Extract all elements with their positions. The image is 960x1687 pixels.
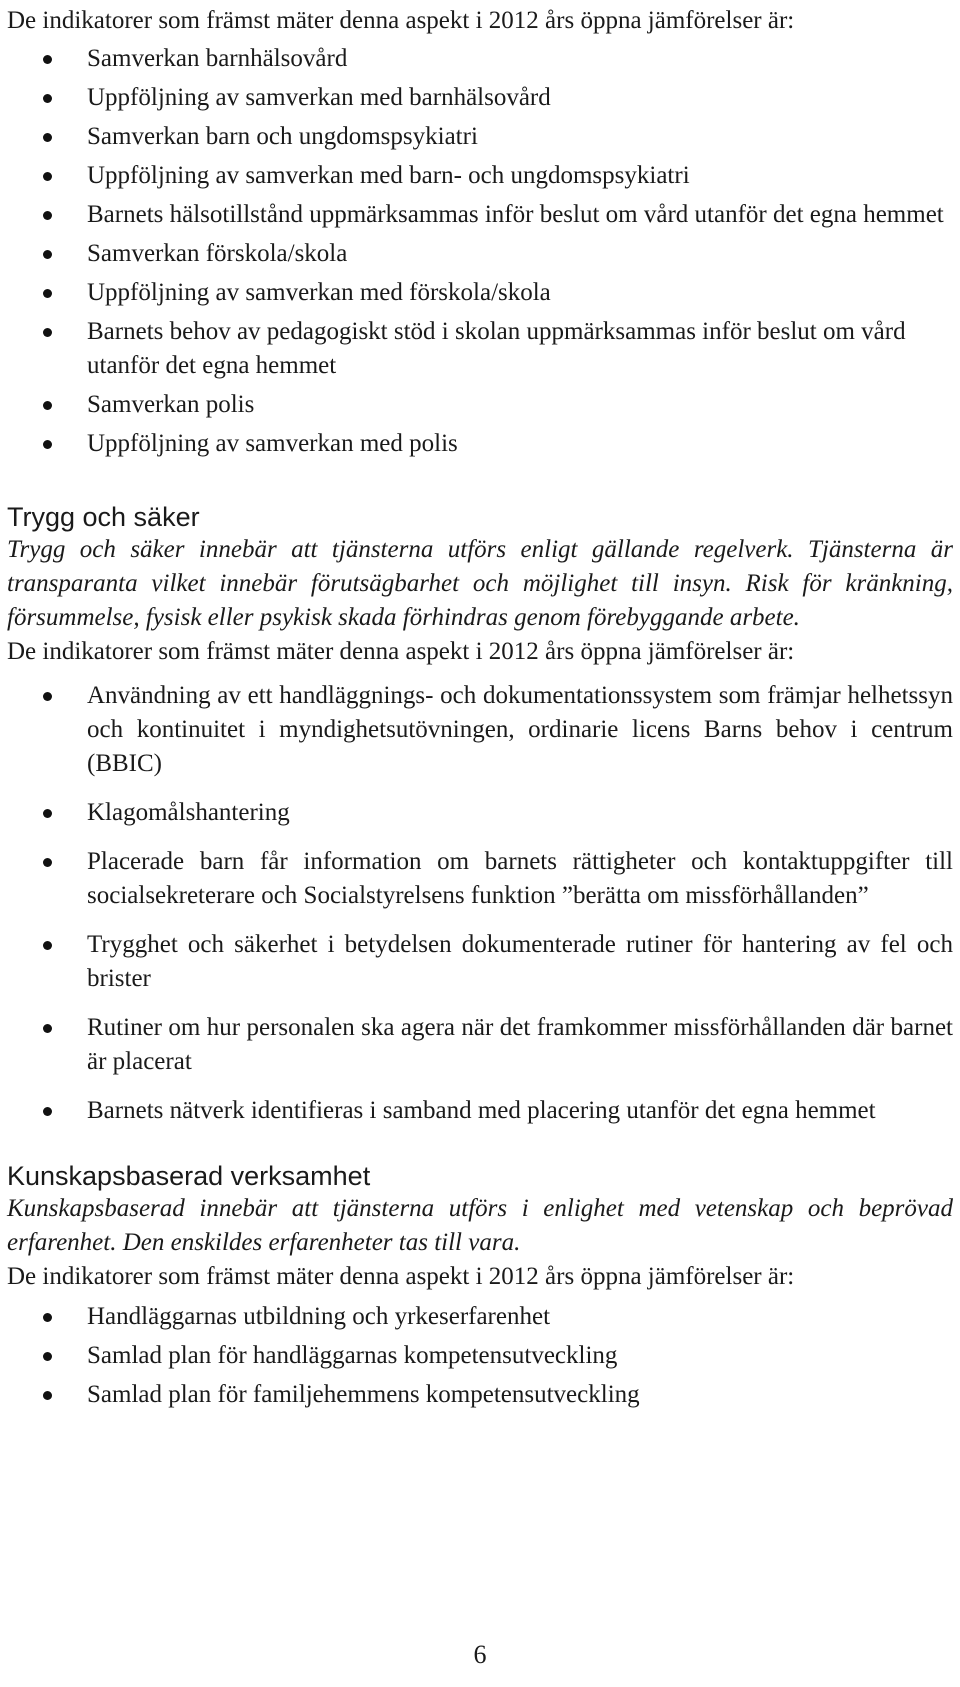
- section2-indicator-list: [7, 679, 953, 1128]
- bullet-icon: [43, 133, 52, 142]
- list-item: Barnets nätverk identifieras i samband med placering utanför det egna hemmet: [7, 1094, 953, 1128]
- section1-intro: De indikatorer som främst mäter denna aspekt i 2012 års öppna jämförelser är:: [7, 7, 795, 34]
- section1-indicator-list: [7, 42, 953, 461]
- bullet-icon: [43, 289, 52, 298]
- bullet-icon: [43, 1313, 52, 1322]
- bullet-icon: [43, 250, 52, 259]
- list-item: Barnets behov av pedagogiskt stöd i skolan uppmärksammas inför beslut om vård utanför det egna hemmet: [7, 315, 953, 383]
- bullet-icon: [43, 94, 52, 103]
- bullet-icon: [43, 692, 52, 701]
- list-item: Handläggarnas utbildning och yrkeserfarenhet: [7, 1300, 953, 1334]
- bullet-icon: [43, 1391, 52, 1400]
- list-item: Samlad plan för familjehemmens kompetensutveckling: [7, 1378, 953, 1412]
- list-item: Uppföljning av samverkan med barnhälsovård: [7, 81, 953, 115]
- bullet-icon: [43, 858, 52, 867]
- bullet-icon: [43, 440, 52, 449]
- list-item: Uppföljning av samverkan med barn- och ungdomspsykiatri: [7, 159, 953, 193]
- list-item: Användning av ett handläggnings- och dokumentationssystem som främjar helhetssyn och kontinuitet i myndighetsutövningen, ordinarie licens Barns behov i centrum (BBIC): [7, 679, 953, 781]
- list-item: Uppföljning av samverkan med förskola/skola: [7, 276, 953, 310]
- bullet-icon: [43, 55, 52, 64]
- bullet-icon: [43, 941, 52, 950]
- list-item: Samlad plan för handläggarnas kompetensutveckling: [7, 1339, 953, 1373]
- bullet-icon: [43, 328, 52, 337]
- list-item: Trygghet och säkerhet i betydelsen dokumenterade rutiner för hantering av fel och brister: [7, 928, 953, 996]
- bullet-icon: [43, 172, 52, 181]
- bullet-icon: [43, 211, 52, 220]
- list-item: Samverkan barnhälsovård: [7, 42, 953, 76]
- bullet-icon: [43, 401, 52, 410]
- section3-indicator-list: [7, 1300, 953, 1412]
- list-item: Uppföljning av samverkan med polis: [7, 427, 953, 461]
- bullet-icon: [43, 1024, 52, 1033]
- bullet-icon: [43, 809, 52, 818]
- section-heading-kunskapsbaserad-verksamhet: Kunskapsbaserad verksamhet: [7, 1161, 371, 1191]
- bullet-icon: [43, 1107, 52, 1116]
- page-number: 6: [473, 1640, 487, 1669]
- list-item: Rutiner om hur personalen ska agera när det framkommer missförhållanden där barnet är placerat: [7, 1011, 953, 1079]
- section3-intro: De indikatorer som främst mäter denna aspekt i 2012 års öppna jämförelser är:: [7, 1263, 795, 1290]
- section-heading-trygg-och-saker: Trygg och säker: [7, 502, 200, 532]
- list-item: Placerade barn får information om barnets rättigheter och kontaktuppgifter till socialsekreterare och Socialstyrelsens funktion ”berätta om missförhållanden”: [7, 845, 953, 913]
- list-item: Barnets hälsotillstånd uppmärksammas inför beslut om vård utanför det egna hemmet: [7, 198, 953, 232]
- list-item: Samverkan barn och ungdomspsykiatri: [7, 120, 953, 154]
- list-item: Samverkan polis: [7, 388, 953, 422]
- section3-definition: Kunskapsbaserad innebär att tjänsterna utförs i enlighet med vetenskap och beprövad erfarenhet. Den enskildes erfarenheter tas till vara.: [7, 1195, 953, 1256]
- bullet-icon: [43, 1352, 52, 1361]
- list-item: Klagomålshantering: [7, 796, 953, 830]
- section2-intro: De indikatorer som främst mäter denna aspekt i 2012 års öppna jämförelser är:: [7, 638, 795, 665]
- document-page: [7, 0, 953, 1417]
- list-item: Samverkan förskola/skola: [7, 237, 953, 271]
- section2-definition: Trygg och säker innebär att tjänsterna utförs enligt gällande regelverk. Tjänsterna är transparanta vilket innebär förutsägbarhet och möjlighet till insyn. Risk för kränkning, försummelse, fysisk eller psykisk skada förhindras genom förebyggande arbete.: [7, 536, 953, 631]
